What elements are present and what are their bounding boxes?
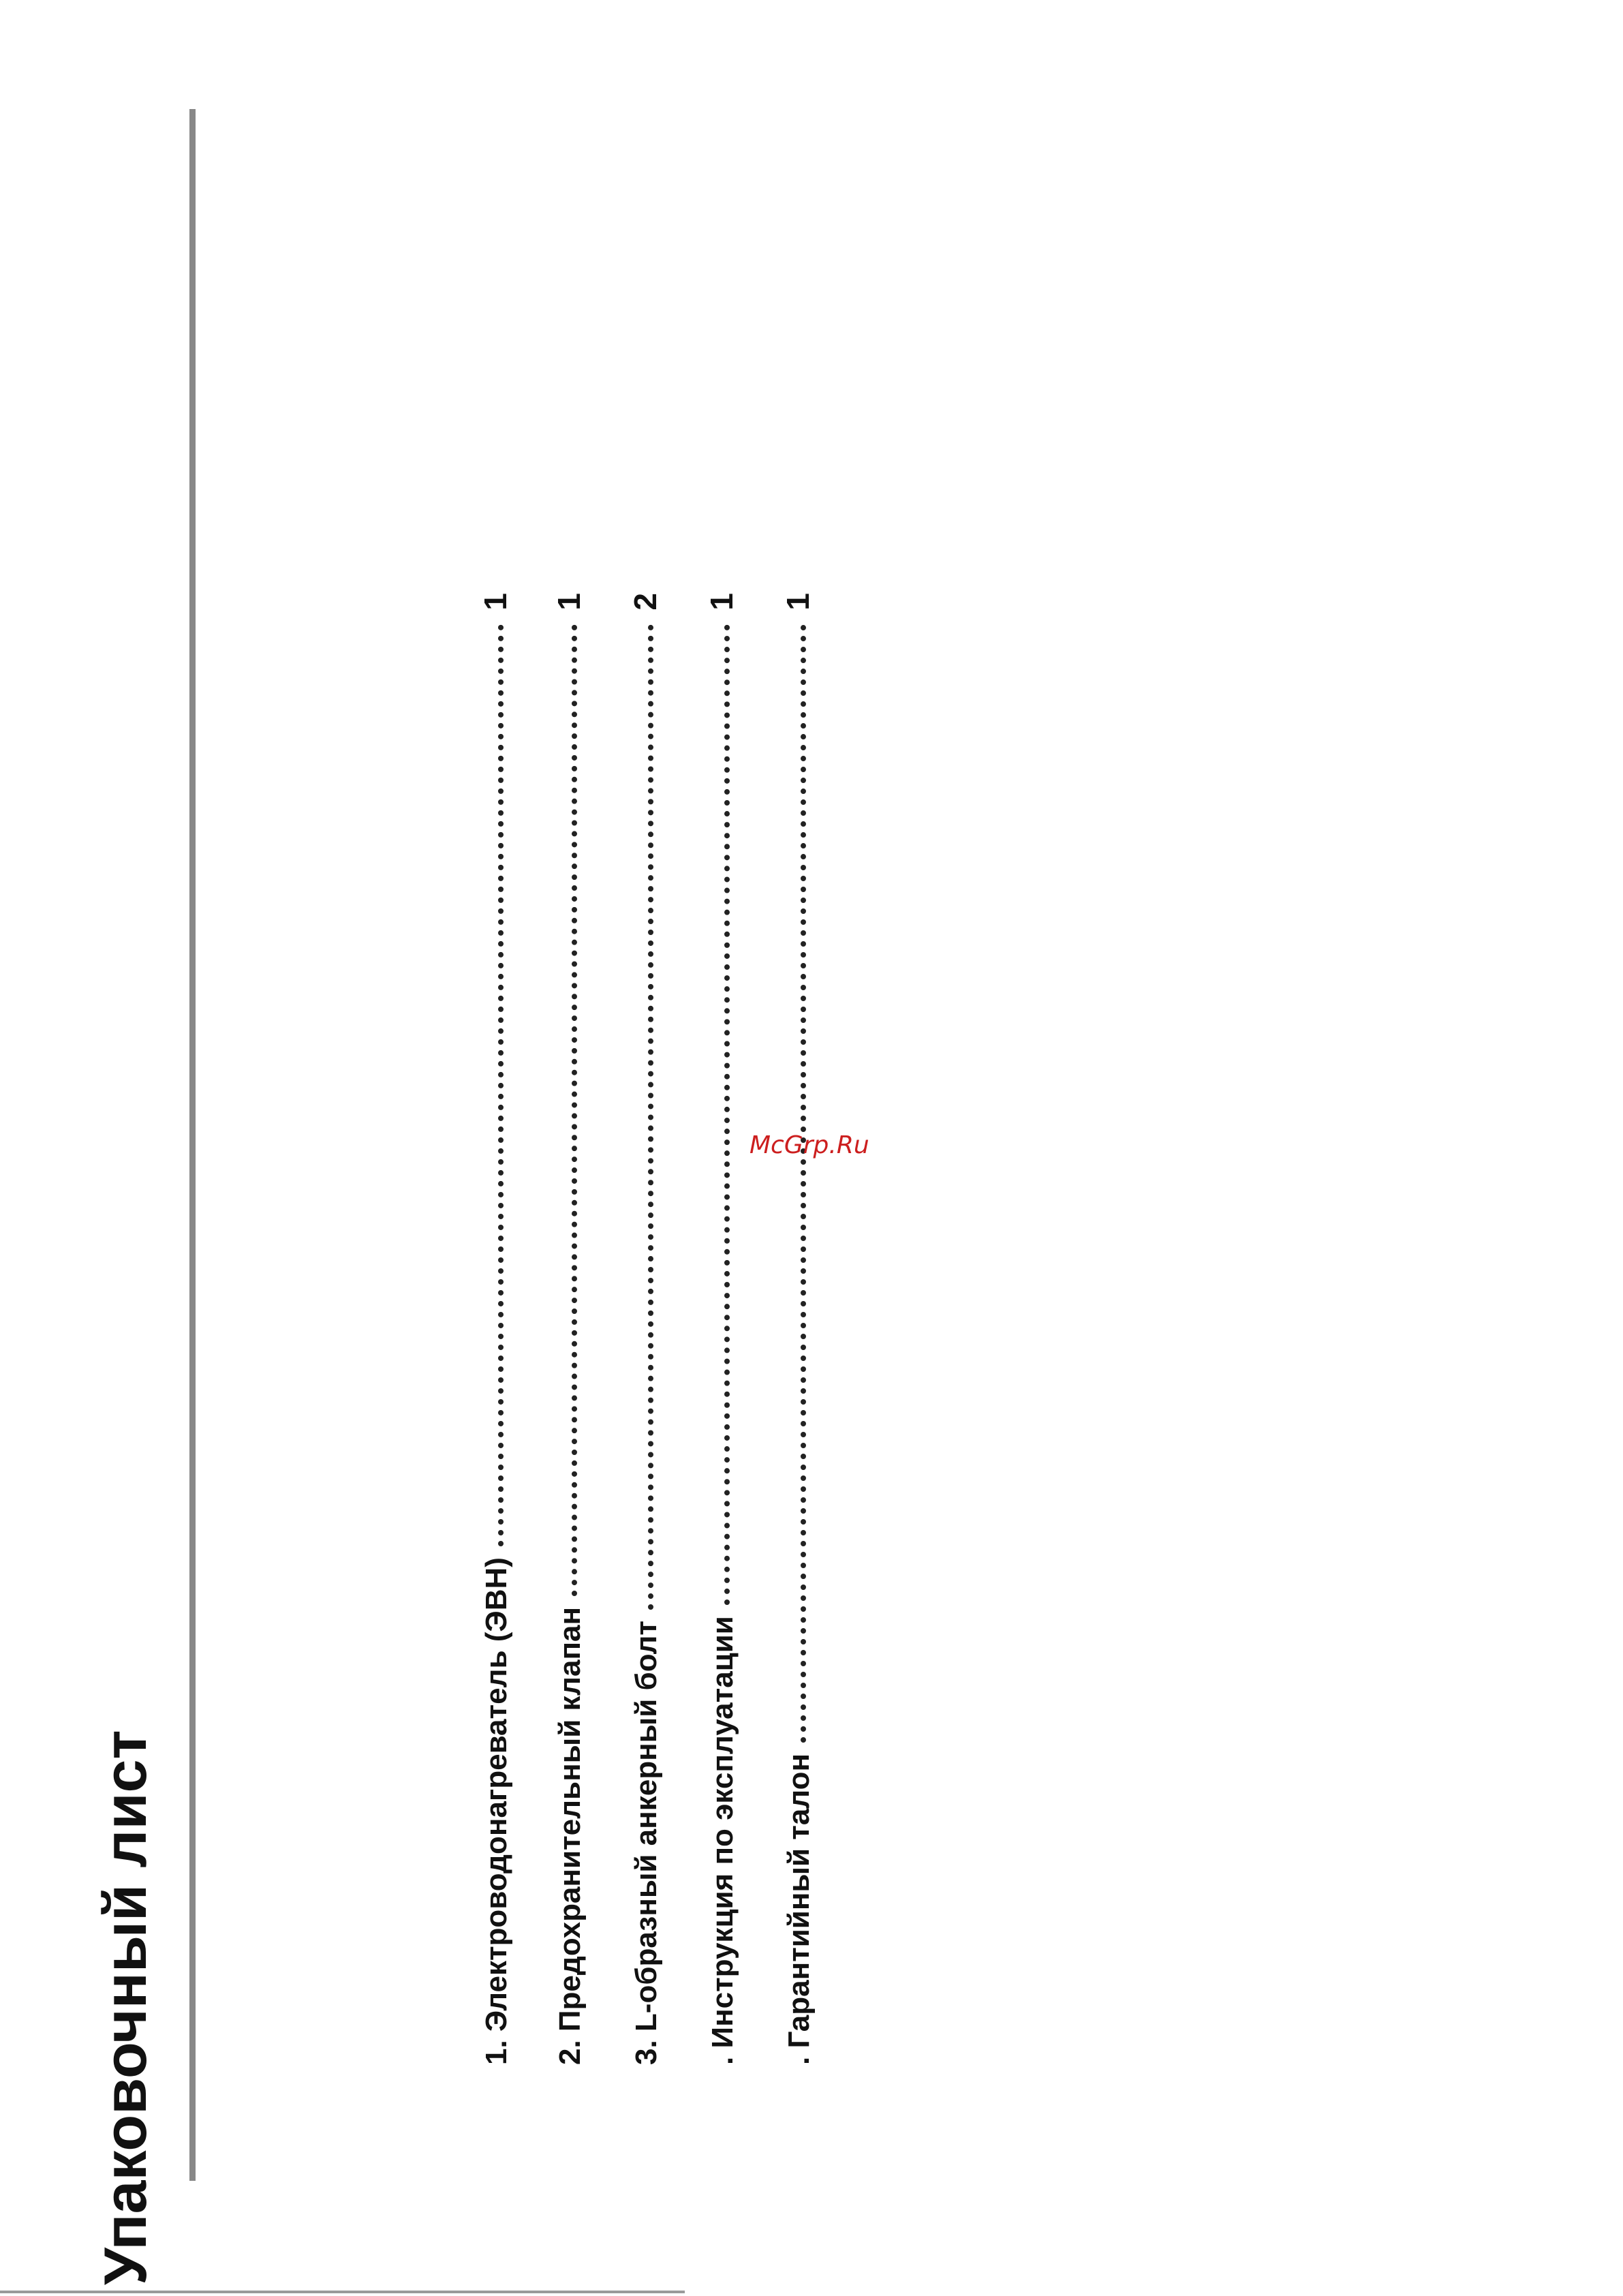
dot-leader <box>572 624 577 1596</box>
list-item-label: 2. Предохранительный клапан <box>553 1606 587 2065</box>
watermark-text: McGrp.Ru <box>749 1131 869 1159</box>
list-item-quantity: 1 <box>478 593 513 611</box>
list-item <box>477 593 515 2065</box>
list-item-quantity: 1 <box>551 593 587 611</box>
dot-leader <box>724 624 730 1605</box>
packing-list-rotated-content <box>91 218 913 2290</box>
list-item-label: 1. Электроводонагреватель (ЭВН) <box>480 1557 513 2065</box>
dot-leader <box>648 624 653 1610</box>
list-item <box>551 593 589 2065</box>
list-item-label: . Инструкция по эксплуатации <box>706 1616 739 2065</box>
list-item-quantity: 1 <box>704 593 739 611</box>
bottom-rule <box>0 2291 685 2293</box>
list-item-label: 3. L-образный анкерный болт <box>630 1621 663 2065</box>
list-item-label: . Гарантийный талон <box>782 1753 816 2065</box>
dot-leader <box>498 624 504 1546</box>
list-item <box>627 593 665 2065</box>
list-item-quantity: 1 <box>780 593 816 611</box>
list-item-quantity: 2 <box>628 593 663 611</box>
dot-leader <box>801 624 806 1743</box>
list-item <box>703 593 741 2065</box>
page-title: Упаковочный лист <box>91 1730 159 2285</box>
list-item <box>779 593 818 2065</box>
